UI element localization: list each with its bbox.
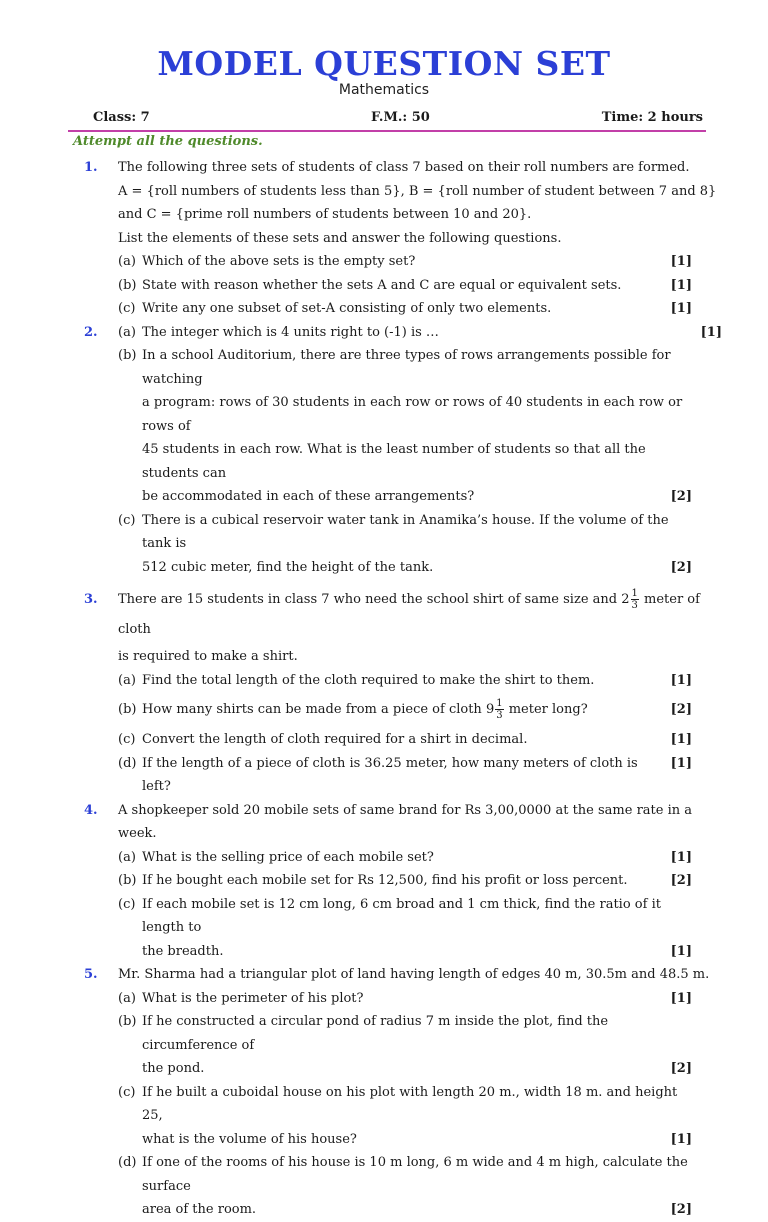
sub-label: (d) [118, 755, 137, 771]
sub-question [0, 250, 768, 274]
marks: [1] [670, 1131, 692, 1147]
question-number: 2. [84, 324, 98, 340]
sub-question [0, 274, 768, 298]
header-divider [68, 130, 706, 132]
sub-label: (b) [118, 702, 137, 717]
sub-question [0, 509, 768, 556]
sub-question [0, 869, 768, 893]
sub-label: (c) [118, 1084, 136, 1100]
sub-question [0, 1010, 768, 1057]
sub-label: (b) [118, 348, 137, 363]
marks: [2] [670, 873, 692, 888]
marks: [2] [670, 1202, 692, 1217]
sub-text: What is the selling price of each mobile set? [142, 849, 434, 865]
question-number: 3. [84, 592, 98, 607]
paper-title: MODEL QUESTION SET [157, 44, 611, 83]
sub-question [0, 692, 768, 728]
sub-text: There is a cubical reservoir water tank in Anamika’s house. If the volume of the tank is [142, 512, 669, 551]
marks: [1] [670, 755, 692, 771]
question-number: 5. [84, 967, 98, 982]
sub-text: Find the total length of the cloth required to make the shirt to them. [142, 672, 595, 688]
sub-question [0, 728, 768, 752]
marks: [1] [670, 990, 692, 1006]
sub-text-cont: 512 cubic meter, find the height of the tank. [2] [0, 556, 768, 580]
sub-question [0, 297, 768, 321]
sub-text-cont: the breadth. [1] [0, 940, 768, 964]
question-text: Mr. Sharma had a triangular plot of land having length of edges 40 m, 30.5m and 48.5 m. [118, 967, 710, 982]
sub-text: If the length of a piece of cloth is 36.25 meter, how many meters of cloth is left? [142, 755, 638, 794]
sub-text-cont: be accommodated in each of these arrangements? [2] [0, 485, 768, 509]
question-text: A shopkeeper sold 20 mobile sets of same brand for Rs 3,00,0000 at the same rate in a week. [118, 802, 692, 841]
marks: [2] [670, 702, 692, 717]
question-text: and C = {prime roll numbers of students between 10 and 20}. [118, 207, 532, 222]
question-2 [0, 321, 768, 345]
sub-text-cont: the pond. [2] [0, 1057, 768, 1081]
sub-text: Convert the length of cloth required for a shirt in decimal. [142, 732, 528, 747]
question-1 [0, 156, 768, 180]
sub-text: In a school Auditorium, there are three types of rows arrangements possible for watching [142, 348, 671, 387]
sub-question [0, 669, 768, 693]
question-text: is required to make a shirt. [118, 649, 298, 664]
question-5 [0, 963, 768, 987]
sub-text: How many shirts can be made from a piece of cloth 9 $\frac{1}{3}$ meter long? [142, 698, 588, 721]
sub-question [0, 987, 768, 1011]
questions [0, 156, 768, 1222]
sub-question [0, 1081, 768, 1128]
sub-question [0, 846, 768, 870]
marks: [2] [670, 489, 692, 504]
question-4 [0, 799, 768, 846]
question-text: List the elements of these sets and answer the following questions. [118, 230, 562, 246]
full-marks-label: F.M.: 50 [371, 110, 430, 125]
sub-label: (a) [118, 849, 136, 865]
sub-text: State with reason whether the sets A and C are equal or equivalent sets. [142, 277, 622, 293]
question-text: The following three sets of students of class 7 based on their roll numbers are formed. [118, 160, 690, 175]
sub-text: If he bought each mobile set for Rs 12,500, find his profit or loss percent. [142, 873, 628, 888]
sub-label: (a) [118, 990, 136, 1006]
sub-text: Write any one subset of set-A consisting of only two elements. [142, 301, 552, 316]
fraction: $\frac{1}{3}$ [631, 588, 638, 611]
sub-label: (c) [118, 896, 136, 912]
question-number: 1. [84, 160, 98, 175]
question-3 [0, 585, 768, 645]
sub-label: (a) [118, 672, 136, 688]
sub-text: Which of the above sets is the empty set? [142, 254, 416, 269]
marks: [2] [670, 1061, 692, 1076]
class-label: Class: 7 [93, 110, 150, 125]
sub-label: (b) [118, 873, 137, 888]
sub-label: (c) [118, 301, 136, 316]
marks: [1] [670, 849, 692, 865]
sub-text: The integer which is 4 units right to (-1) is … [142, 324, 439, 340]
time-label: Time: 2 hours [601, 110, 703, 125]
fraction: $\frac{1}{3}$ [496, 698, 503, 721]
instruction: Attempt all the questions. [73, 134, 263, 149]
exam-meta [93, 110, 703, 128]
sub-text: If one of the rooms of his house is 10 m long, 6 m wide and 4 m high, calculate the surface [142, 1155, 688, 1194]
subject-name: Mathematics [338, 82, 430, 98]
sub-label: (c) [118, 512, 136, 528]
sub-text-cont: a program: rows of 30 students in each row or rows of 40 students in each row or rows of [142, 395, 683, 434]
marks: [1] [670, 672, 692, 688]
marks: [1] [670, 732, 692, 747]
question-number: 4. [84, 802, 98, 818]
sub-text: If each mobile set is 12 cm long, 6 cm broad and 1 cm thick, find the ratio of it length to [142, 896, 661, 935]
sub-text: If he constructed a circular pond of radius 7 m inside the plot, find the circumference of [142, 1014, 609, 1053]
sub-label: (c) [118, 732, 136, 747]
question-text: A = {roll numbers of students less than 5}, B = {roll number of student between 7 and 8} [118, 183, 717, 199]
marks: [1] [700, 324, 722, 340]
sub-text: What is the perimeter of his plot? [142, 990, 364, 1006]
sub-label: (b) [118, 277, 137, 293]
sub-label: (b) [118, 1014, 137, 1029]
sub-question [0, 1151, 768, 1198]
sub-text: If he built a cuboidal house on his plot with length 20 m., width 18 m. and height 25, [142, 1084, 678, 1123]
marks: [1] [670, 301, 692, 316]
marks: [1] [670, 943, 692, 959]
sub-question [0, 752, 768, 799]
marks: [1] [670, 277, 692, 293]
sub-text-cont: 45 students in each row. What is the least number of students so that all the students can [142, 442, 646, 481]
marks: [2] [670, 559, 692, 575]
sub-label: (a) [118, 254, 136, 269]
sub-label: (a) [118, 324, 136, 340]
marks: [1] [670, 254, 692, 269]
sub-question [0, 893, 768, 940]
sub-text-cont: what is the volume of his house? [1] [0, 1128, 768, 1152]
sub-text-cont: area of the room. [2] [0, 1198, 768, 1222]
sub-question [0, 344, 768, 391]
sub-label: (d) [118, 1155, 137, 1170]
question-text: There are 15 students in class 7 who need the school shirt of same size and 2 $\frac{1}{3}$ meter of cloth [118, 588, 700, 637]
